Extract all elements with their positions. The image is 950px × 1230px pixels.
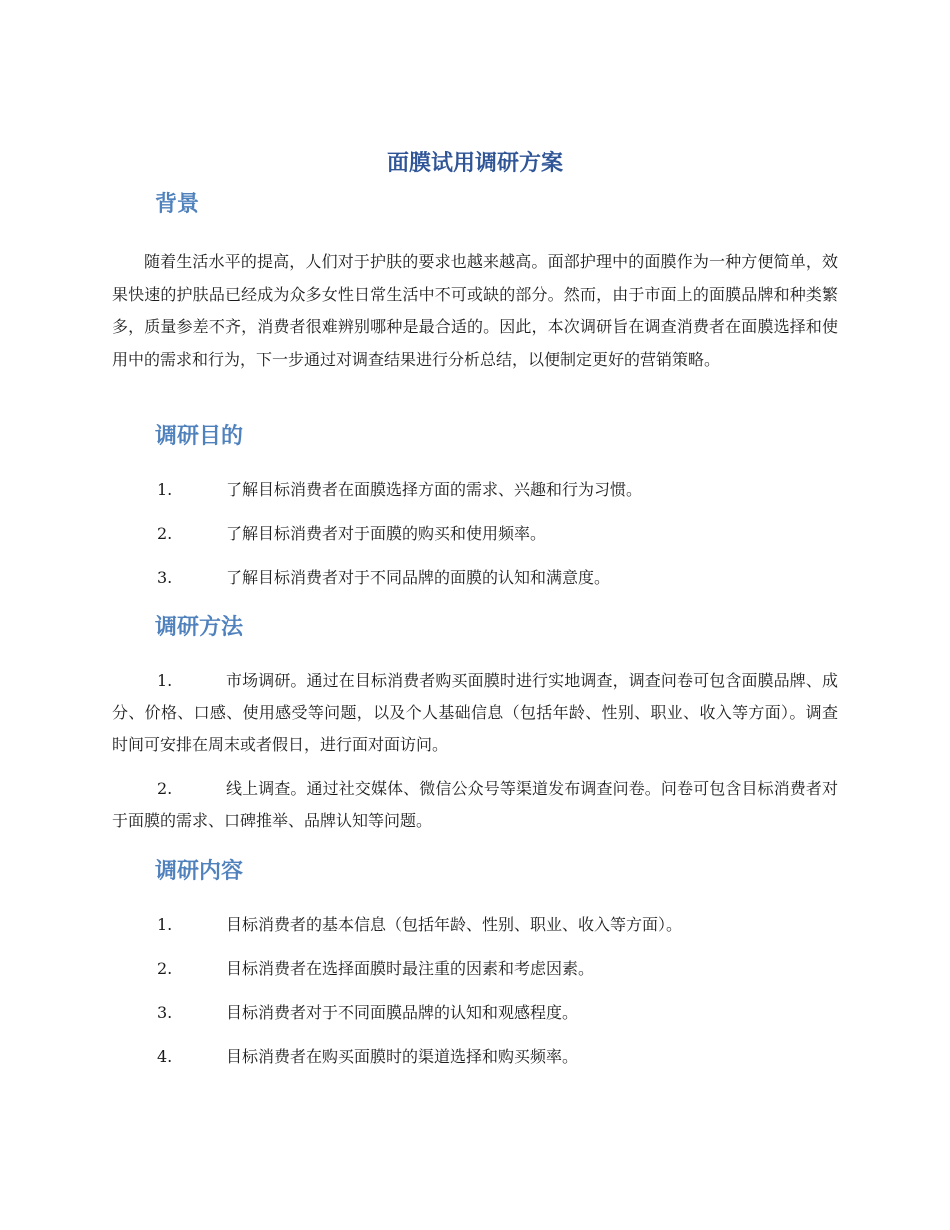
section-heading-content: 调研内容 (155, 859, 244, 884)
list-text: 目标消费者在购买面膜时的渠道选择和购买频率。 (226, 1047, 579, 1066)
list-number: 4. (157, 1047, 173, 1066)
list-text: 了解目标消费者对于面膜的购买和使用频率。 (226, 524, 547, 543)
list-text: 目标消费者的基本信息（包括年龄、性别、职业、收入等方面）。 (226, 915, 683, 934)
list-item (112, 474, 838, 506)
list-text: 目标消费者对于不同面膜品牌的认知和观感程度。 (226, 1003, 579, 1022)
list-item (112, 953, 838, 985)
list-item (112, 562, 838, 594)
list-text: 线上调查。通过社交媒体、微信公众号等渠道发布调查问卷。问卷可包含目标消费者对于面膜的需求、口碑推举、品牌认知等问题。 (112, 779, 838, 830)
section-heading-background: 背景 (155, 192, 200, 217)
list-number: 1. (157, 915, 173, 934)
section-background (112, 188, 838, 376)
list-number: 1. (157, 671, 173, 690)
list-text: 了解目标消费者在面膜选择方面的需求、兴趣和行为习惯。 (226, 480, 643, 499)
list-text: 市场调研。通过在目标消费者购买面膜时进行实地调查，调查问卷可包含面膜品牌、成分、价格、口感、使用感受等问题，以及个人基础信息（包括年龄、性别、职业、收入等方面）。调查时间可安排在周末或者假日，进行面对面访问。 (112, 671, 838, 754)
section-content (112, 855, 838, 1073)
list-text: 了解目标消费者对于不同品牌的面膜的认知和满意度。 (226, 568, 611, 587)
document-title: 面膜试用调研方案 (386, 151, 563, 176)
list-number: 3. (157, 568, 173, 587)
list-item (112, 1041, 838, 1073)
list-item (112, 909, 838, 941)
list-item (112, 997, 838, 1029)
background-paragraph: 随着生活水平的提高，人们对于护肤的要求也越来越高。面部护理中的面膜作为一种方便简单，效果快速的护肤品已经成为众多女性日常生活中不可或缺的部分。然而，由于市面上的面膜品牌和种类繁多，质量参差不齐，消费者很难辨别哪种是最合适的。因此，本次调研旨在调查消费者在面膜选择和使用中的需求和行为，下一步通过对调查结果进行分析总结，以便制定更好的营销策略。 (112, 252, 838, 369)
list-number: 2. (157, 524, 173, 543)
list-number: 3. (157, 1003, 173, 1022)
section-heading-method: 调研方法 (155, 615, 244, 640)
list-number: 2. (157, 779, 173, 798)
list-text: 目标消费者在选择面膜时最注重的因素和考虑因素。 (226, 959, 595, 978)
list-item (112, 518, 838, 550)
section-purpose (112, 420, 838, 594)
section-method (112, 611, 838, 837)
list-number: 1. (157, 480, 173, 499)
list-item (112, 773, 838, 837)
list-number: 2. (157, 959, 173, 978)
list-item (112, 665, 838, 761)
section-heading-purpose: 调研目的 (155, 424, 244, 449)
